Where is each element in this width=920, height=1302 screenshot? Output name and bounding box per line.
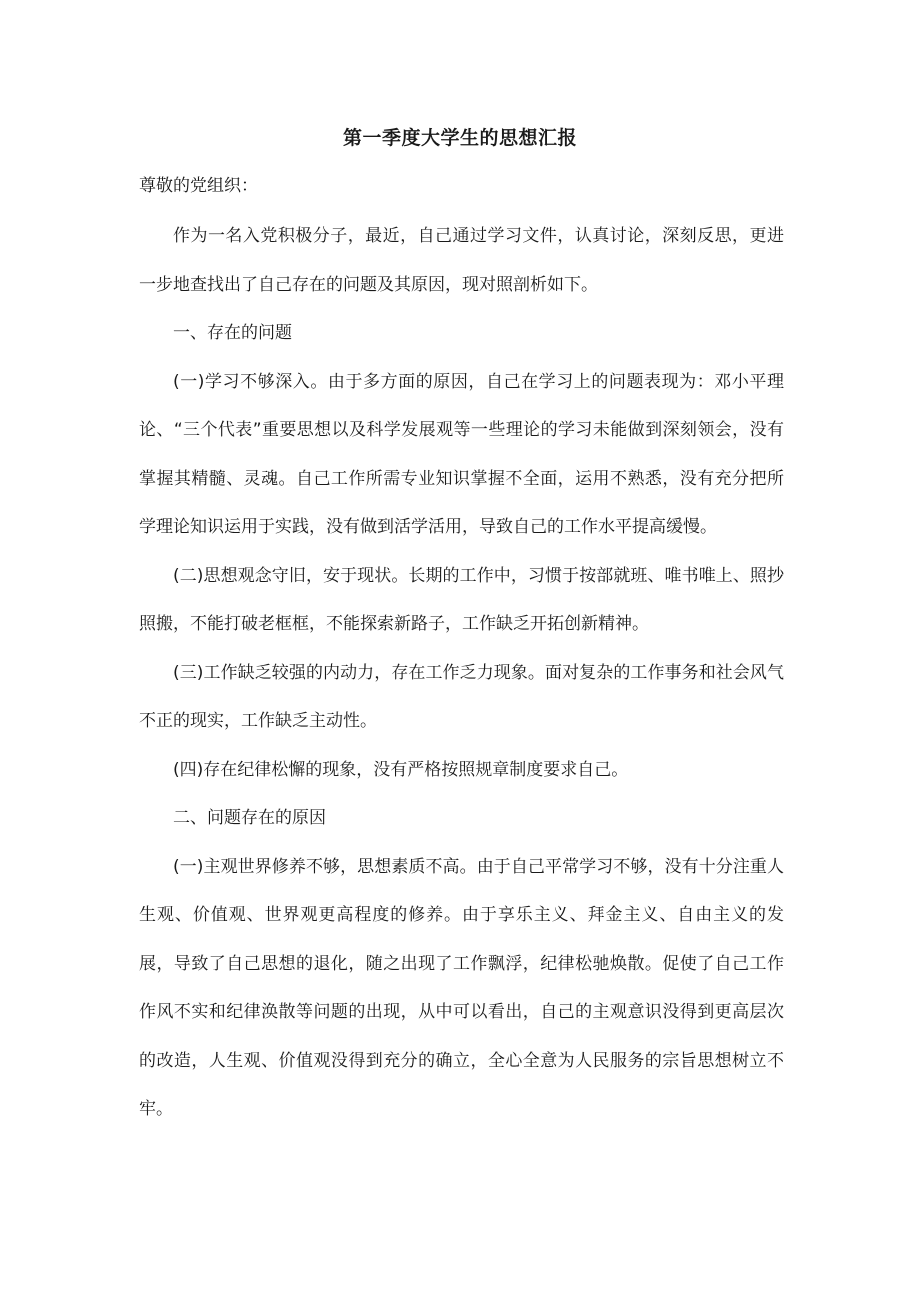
- salutation: 尊敬的党组织：: [139, 176, 258, 196]
- section-heading-causes: 二、问题存在的原因: [173, 808, 326, 828]
- document-body: [139, 212, 784, 1134]
- paragraph-cause-1: (一)主观世界修养不够，思想素质不高。由于自己平常学习不够，没有十分注重人生观、价值观、世界观更高程度的修养。由于享乐主义、拜金主义、自由主义的发展，导致了自己思想的退化，随之出现了工作飘浮，纪律松驰焕散。促使了自己工作作风不实和纪律涣散等问题的出现，从中可以看出，自己的主观意识没得到更高层次的改造，人生观、价值观没得到充分的确立，全心全意为人民服务的宗旨思想树立不牢。: [139, 856, 784, 1119]
- section-heading-problems: 一、存在的问题: [173, 323, 292, 343]
- paragraph-problem-4: (四)存在纪律松懈的现象，没有严格按照规章制度要求自己。: [173, 759, 629, 780]
- paragraph-problem-2: (二)思想观念守旧，安于现状。长期的工作中，习惯于按部就班、唯书唯上、照抄照搬，不能打破老框框，不能探索新路子，工作缺乏开拓创新精神。: [139, 565, 784, 634]
- document-title: 第一季度大学生的思想汇报: [342, 127, 577, 149]
- paragraph-problem-3: (三)工作缺乏较强的内动力，存在工作乏力现象。面对复杂的工作事务和社会风气不正的现实，工作缺乏主动性。: [139, 662, 784, 731]
- paragraph-problem-1: (一)学习不够深入。由于多方面的原因，自己在学习上的问题表现为：邓小平理论、“三个代表”重要思想以及科学发展观等一些理论的学习未能做到深刻领会，没有掌握其精髓、灵魂。自己工作所需专业知识掌握不全面，运用不熟悉，没有充分把所学理论知识运用于实践，没有做到活学活用，导致自己的工作水平提高缓慢。: [139, 371, 784, 537]
- paragraph-intro: 作为一名入党积极分子，最近，自己通过学习文件，认真讨论，深刻反思，更进一步地查找出了自己存在的问题及其原因，现对照剖析如下。: [139, 226, 784, 295]
